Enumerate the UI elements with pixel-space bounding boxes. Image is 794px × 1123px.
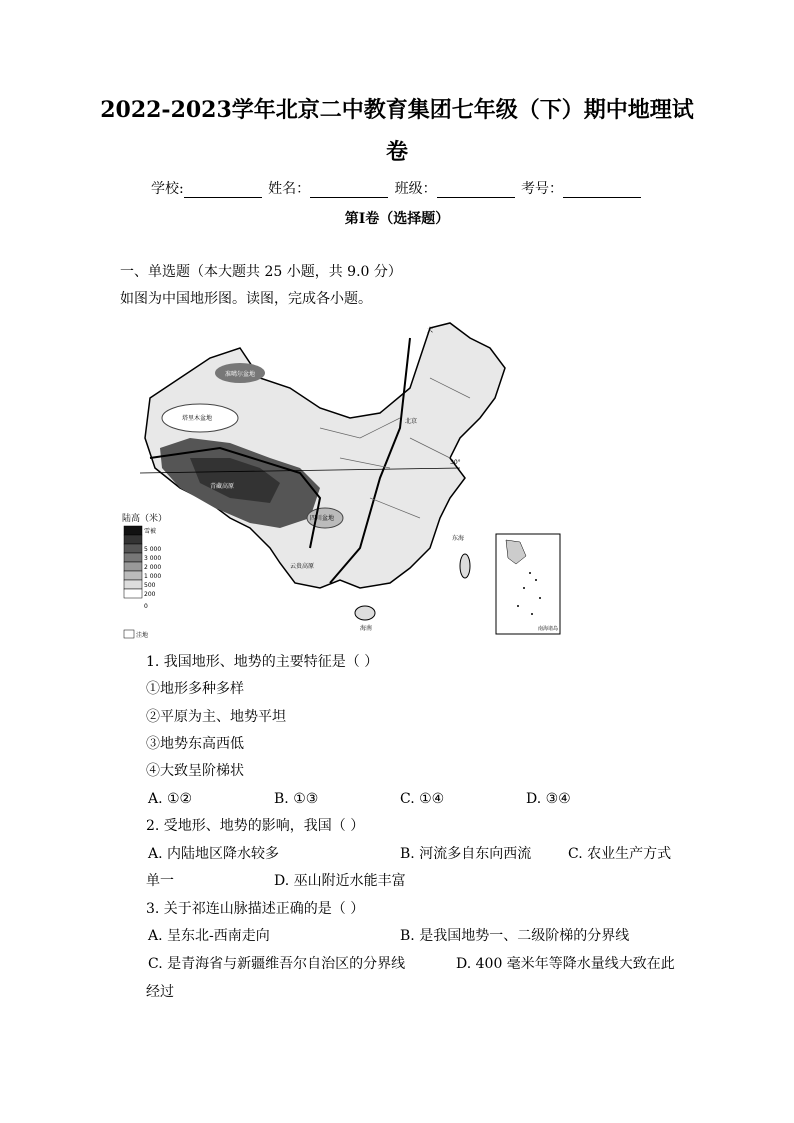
- q1-option-a[interactable]: A. ①②: [148, 791, 193, 807]
- section-heading: 一、单选题（本大题共 25 小题，共 9.0 分）: [120, 264, 402, 280]
- legend-label: 3 000: [144, 555, 162, 562]
- student-info: [0, 178, 794, 198]
- hainan-island: [355, 606, 375, 620]
- map-label: 准噶尔盆地: [225, 371, 256, 378]
- map-label: 北京: [405, 418, 418, 425]
- q1-option-c[interactable]: C. ①④: [400, 791, 445, 807]
- title-line-2: 卷: [385, 139, 408, 165]
- south-china-sea-inset: [496, 534, 560, 634]
- q3-stem: 3. 关于祁连山脉描述正确的是（ ）: [146, 901, 365, 917]
- map-label: 四川盆地: [310, 515, 335, 522]
- legend-label: 洼地: [136, 632, 149, 639]
- legend-label: 1 000: [144, 573, 162, 580]
- legend-label: 雪被: [144, 528, 157, 535]
- q2-option-d[interactable]: D. 巫山附近水能丰富: [274, 873, 406, 889]
- map-label: 塔里木盆地: [182, 415, 213, 422]
- q3-option-d-cont: 经过: [146, 984, 174, 1000]
- legend-label: 2 000: [144, 564, 162, 571]
- school-blank: [184, 183, 262, 198]
- china-topographic-map: [120, 318, 650, 640]
- q1-item: ②平原为主、地势平坦: [146, 709, 286, 725]
- map-label: 30°: [450, 459, 461, 466]
- taiwan-island: [460, 554, 470, 578]
- intro-text: 如图为中国地形图。读图，完成各小题。: [120, 291, 372, 307]
- legend-title: 陆高（米）: [122, 514, 168, 524]
- q1-item: ③地势东高西低: [146, 736, 244, 752]
- class-label: 班级：: [394, 181, 437, 197]
- title-line-1: 2022-2023学年北京二中教育集团七年级（下）期中地理试: [100, 97, 694, 123]
- q1-option-b[interactable]: B. ①③: [274, 791, 319, 807]
- legend-label: 5 000: [144, 546, 162, 553]
- legend-label: 500: [144, 582, 156, 589]
- volume-heading: 第I卷（选择题）: [344, 211, 450, 227]
- school-label: 学校:: [150, 181, 184, 197]
- legend-label: 0: [144, 603, 148, 610]
- map-label: 海南: [360, 625, 373, 632]
- class-blank: [437, 183, 515, 198]
- q1-option-d[interactable]: D. ③④: [526, 791, 571, 807]
- q2-option-b[interactable]: B. 河流多自东向西流: [400, 846, 532, 862]
- map-label: 云贵高原: [290, 563, 315, 570]
- legend-label: 200: [144, 591, 156, 598]
- q2-option-c[interactable]: C. 农业生产方式: [568, 846, 672, 862]
- q3-option-b[interactable]: B. 是我国地势一、二级阶梯的分界线: [400, 928, 630, 944]
- q2-stem: 2. 受地形、地势的影响，我国（ ）: [146, 818, 365, 834]
- q3-option-c[interactable]: C. 是青海省与新疆维吾尔自治区的分界线: [148, 956, 406, 972]
- inset-label: 南海诸岛: [538, 626, 559, 632]
- map-label: 青藏高原: [210, 483, 235, 490]
- name-label: 姓名：: [268, 181, 311, 197]
- q3-option-a[interactable]: A. 呈东北-西南走向: [148, 928, 270, 944]
- q1-item: ①地形多种多样: [146, 681, 244, 697]
- q3-option-d[interactable]: D. 400 毫米年等降水量线大致在此: [456, 956, 675, 972]
- q2-option-a[interactable]: A. 内陆地区降水较多: [148, 846, 280, 862]
- q1-item: ④大致呈阶梯状: [146, 763, 244, 779]
- map-svg: [120, 318, 650, 640]
- exam-no-label: 考号：: [521, 181, 564, 197]
- q2-option-c-cont: 单一: [146, 873, 174, 889]
- exam-no-blank: [563, 183, 641, 198]
- map-label: 大: [427, 327, 434, 334]
- name-blank: [310, 183, 388, 198]
- map-label: 东海: [452, 535, 465, 542]
- q1-stem: 1. 我国地形、地势的主要特征是（ ）: [146, 654, 379, 670]
